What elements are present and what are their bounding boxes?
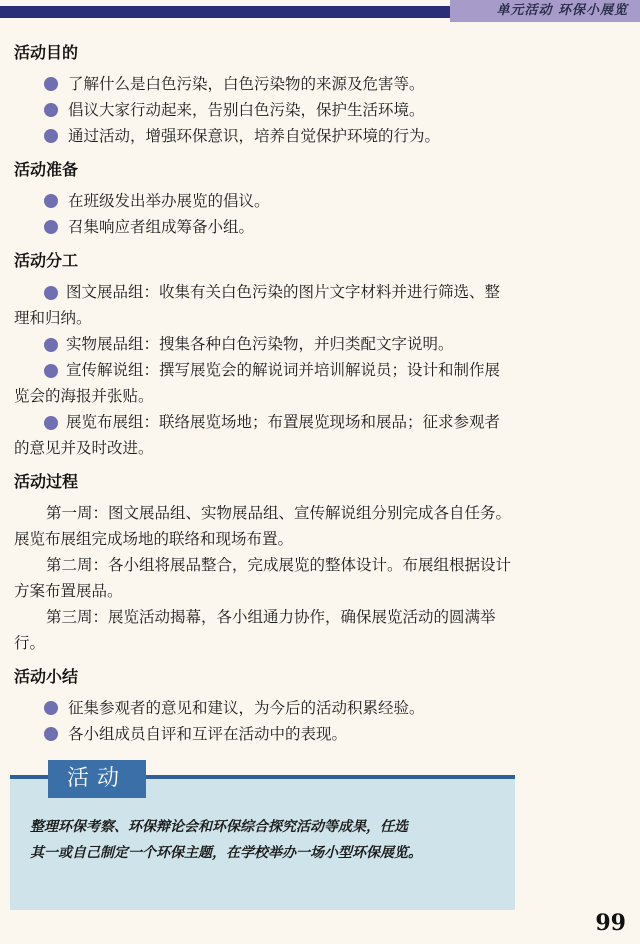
top-header-bar	[0, 0, 640, 22]
list-item-text: 各小组成员自评和互评在活动中的表现。	[68, 725, 348, 743]
header-label: 单元活动 环保小展览	[450, 0, 640, 22]
section-heading: 活动目的	[14, 43, 79, 62]
list-item	[14, 331, 512, 357]
list-item-text: 通过活动，增强环保意识，培养自觉保护环境的行为。	[68, 127, 441, 145]
bullet-dot-icon	[44, 364, 58, 378]
bullet-dot-icon	[44, 194, 58, 208]
bullet-dot-icon	[44, 727, 58, 741]
bullet-dot-icon	[44, 701, 58, 715]
bullet-dot-icon	[44, 220, 58, 234]
list-item-text: 宣传解说组：撰写展览会的解说词并培训解说员；设计和制作展览会的海报并张贴。	[14, 361, 501, 405]
bullet-dot-icon	[44, 77, 58, 91]
list-item	[14, 357, 512, 409]
activity-tab: 活动	[48, 760, 146, 798]
paragraph: 第三周：展览活动揭幕，各小组通力协作，确保展览活动的圆满举行。	[14, 608, 496, 652]
activity-line: 整理环保考察、环保辩论会和环保综合探究活动等成果，任选	[30, 819, 408, 835]
list-item-text: 倡议大家行动起来，告别白色污染，保护生活环境。	[68, 101, 425, 119]
list-item-text: 实物展品组：搜集各种白色污染物，并归类配文字说明。	[66, 335, 454, 353]
section-division	[0, 248, 640, 461]
list-item	[44, 123, 640, 149]
list-item	[14, 279, 512, 331]
list-item	[44, 97, 640, 123]
list-item	[44, 214, 640, 240]
bullet-dot-icon	[44, 129, 58, 143]
section-process	[0, 469, 640, 656]
bullet-dot-icon	[44, 416, 58, 430]
activity-box	[10, 760, 515, 910]
section-purpose	[0, 40, 640, 149]
section-heading: 活动准备	[14, 160, 79, 179]
list-item	[44, 188, 640, 214]
page-content	[0, 40, 640, 747]
activity-line: 其一或自己制定一个环保主题，在学校举办一场小型环保展览。	[30, 845, 422, 861]
section-heading: 活动过程	[14, 472, 79, 491]
page-number: 99	[595, 910, 626, 936]
section-heading: 活动分工	[14, 251, 79, 270]
list-item	[14, 409, 512, 461]
list-item-text: 了解什么是白色污染，白色污染物的来源及危害等。	[68, 75, 425, 93]
bullet-dot-icon	[44, 103, 58, 117]
list-item	[44, 721, 640, 747]
list-item	[44, 71, 640, 97]
list-item-text: 召集响应者组成筹备小组。	[68, 218, 255, 236]
paragraph: 第二周：各小组将展品整合，完成展览的整体设计。布展组根据设计方案布置展品。	[14, 556, 512, 600]
list-item-text: 图文展品组：收集有关白色污染的图片文字材料并进行筛选、整理和归纳。	[14, 283, 501, 327]
list-item-text: 征集参观者的意见和建议，为今后的活动积累经验。	[68, 699, 425, 717]
list-item-text: 展览布展组：联络展览场地；布置展览现场和展品；征求参观者的意见并及时改进。	[14, 413, 501, 457]
section-heading: 活动小结	[14, 667, 79, 686]
section-summary	[0, 664, 640, 747]
bullet-dot-icon	[44, 338, 58, 352]
list-item-text: 在班级发出举办展览的倡议。	[68, 192, 270, 210]
bullet-dot-icon	[44, 286, 58, 300]
paragraph: 第一周：图文展品组、实物展品组、宣传解说组分别完成各自任务。展览布展组完成场地的联络和现场布置。	[14, 504, 512, 548]
activity-text	[30, 814, 500, 866]
list-item	[44, 695, 640, 721]
section-prep	[0, 157, 640, 240]
